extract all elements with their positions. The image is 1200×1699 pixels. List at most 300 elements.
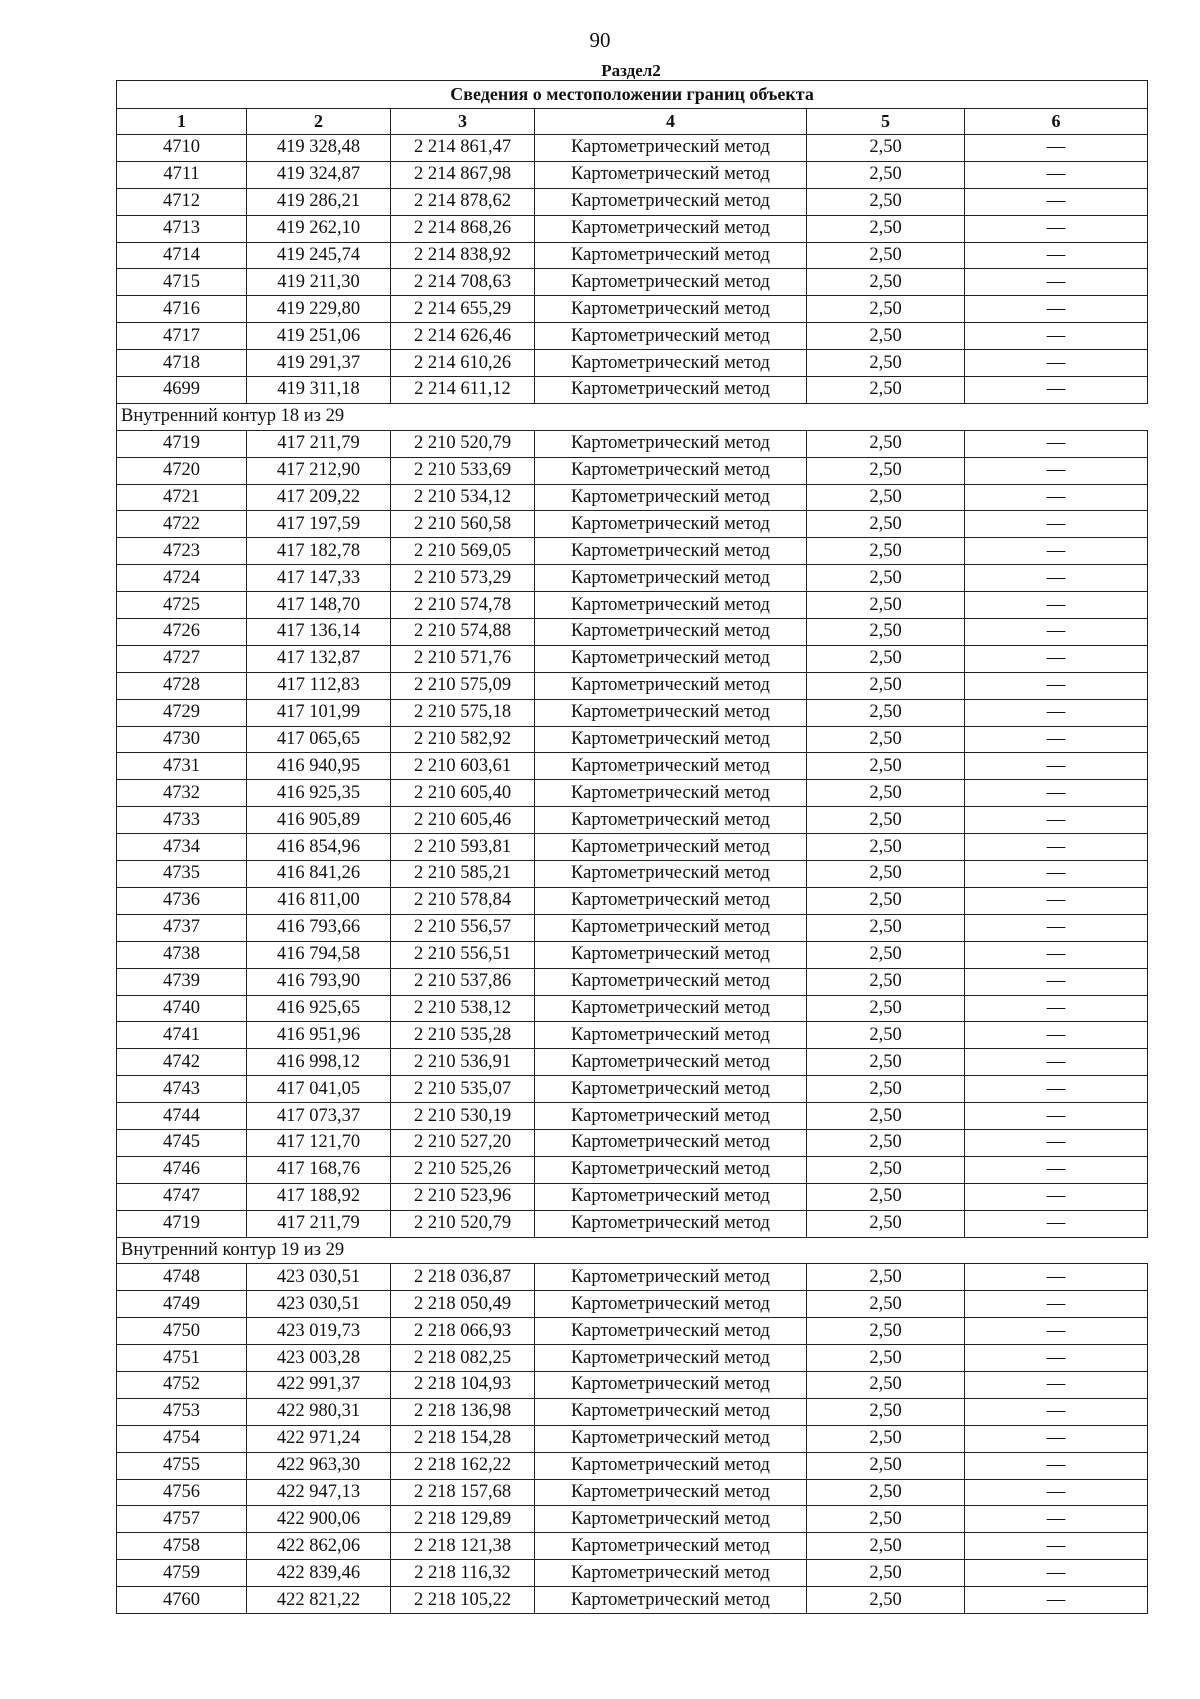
y-coordinate-cell: 2 218 162,22: [391, 1452, 535, 1479]
table-row: [117, 350, 1148, 377]
accuracy-cell: 2,50: [807, 1156, 965, 1183]
x-coordinate-cell: 417 101,99: [247, 699, 391, 726]
contour-heading-row: [117, 403, 1148, 430]
y-coordinate-cell: 2 218 154,28: [391, 1425, 535, 1452]
method-cell: Картометрический метод: [535, 1022, 807, 1049]
point-number-cell: 4719: [117, 1210, 247, 1237]
x-coordinate-cell: 417 182,78: [247, 538, 391, 565]
accuracy-cell: 2,50: [807, 242, 965, 269]
y-coordinate-cell: 2 210 585,21: [391, 861, 535, 888]
point-number-cell: 4713: [117, 215, 247, 242]
accuracy-cell: 2,50: [807, 323, 965, 350]
x-coordinate-cell: 419 324,87: [247, 161, 391, 188]
description-cell: —: [965, 1049, 1148, 1076]
table-row: [117, 377, 1148, 404]
accuracy-cell: 2,50: [807, 430, 965, 457]
point-number-cell: 4744: [117, 1103, 247, 1130]
table-row: [117, 699, 1148, 726]
accuracy-cell: 2,50: [807, 1022, 965, 1049]
table-row: [117, 430, 1148, 457]
point-number-cell: 4719: [117, 430, 247, 457]
x-coordinate-cell: 417 168,76: [247, 1156, 391, 1183]
x-coordinate-cell: 417 041,05: [247, 1076, 391, 1103]
accuracy-cell: 2,50: [807, 1129, 965, 1156]
description-cell: —: [965, 1506, 1148, 1533]
point-number-cell: 4759: [117, 1560, 247, 1587]
accuracy-cell: 2,50: [807, 1479, 965, 1506]
accuracy-cell: 2,50: [807, 834, 965, 861]
y-coordinate-cell: 2 210 536,91: [391, 1049, 535, 1076]
x-coordinate-cell: 422 862,06: [247, 1533, 391, 1560]
y-coordinate-cell: 2 218 036,87: [391, 1264, 535, 1291]
accuracy-cell: 2,50: [807, 135, 965, 162]
y-coordinate-cell: 2 218 129,89: [391, 1506, 535, 1533]
description-cell: —: [965, 188, 1148, 215]
point-number-cell: 4746: [117, 1156, 247, 1183]
method-cell: Картометрический метод: [535, 1264, 807, 1291]
description-cell: —: [965, 941, 1148, 968]
description-cell: —: [965, 215, 1148, 242]
y-coordinate-cell: 2 210 575,18: [391, 699, 535, 726]
x-coordinate-cell: 416 951,96: [247, 1022, 391, 1049]
point-number-cell: 4748: [117, 1264, 247, 1291]
table-row: [117, 1103, 1148, 1130]
y-coordinate-cell: 2 214 611,12: [391, 377, 535, 404]
accuracy-cell: 2,50: [807, 350, 965, 377]
table-row: [117, 1479, 1148, 1506]
y-coordinate-cell: 2 210 574,78: [391, 592, 535, 619]
table-row: [117, 1076, 1148, 1103]
accuracy-cell: 2,50: [807, 995, 965, 1022]
point-number-cell: 4727: [117, 645, 247, 672]
method-cell: Картометрический метод: [535, 780, 807, 807]
method-cell: Картометрический метод: [535, 914, 807, 941]
method-cell: Картометрический метод: [535, 242, 807, 269]
x-coordinate-cell: 419 245,74: [247, 242, 391, 269]
y-coordinate-cell: 2 214 868,26: [391, 215, 535, 242]
y-coordinate-cell: 2 210 582,92: [391, 726, 535, 753]
x-coordinate-cell: 419 311,18: [247, 377, 391, 404]
table-row: [117, 887, 1148, 914]
x-coordinate-cell: 422 821,22: [247, 1587, 391, 1614]
method-cell: Картометрический метод: [535, 188, 807, 215]
accuracy-cell: 2,50: [807, 1398, 965, 1425]
method-cell: Картометрический метод: [535, 672, 807, 699]
table-row: [117, 1291, 1148, 1318]
accuracy-cell: 2,50: [807, 161, 965, 188]
point-number-cell: 4738: [117, 941, 247, 968]
point-number-cell: 4755: [117, 1452, 247, 1479]
table-row: [117, 861, 1148, 888]
y-coordinate-cell: 2 214 867,98: [391, 161, 535, 188]
point-number-cell: 4729: [117, 699, 247, 726]
table-row: [117, 645, 1148, 672]
method-cell: Картометрический метод: [535, 215, 807, 242]
table-row: [117, 807, 1148, 834]
x-coordinate-cell: 417 132,87: [247, 645, 391, 672]
x-coordinate-cell: 417 073,37: [247, 1103, 391, 1130]
y-coordinate-cell: 2 210 537,86: [391, 968, 535, 995]
table-row: [117, 1371, 1148, 1398]
y-coordinate-cell: 2 214 861,47: [391, 135, 535, 162]
y-coordinate-cell: 2 214 655,29: [391, 296, 535, 323]
table-body: [117, 81, 1148, 1614]
method-cell: Картометрический метод: [535, 484, 807, 511]
method-cell: Картометрический метод: [535, 430, 807, 457]
method-cell: Картометрический метод: [535, 1318, 807, 1345]
x-coordinate-cell: 419 229,80: [247, 296, 391, 323]
description-cell: —: [965, 1103, 1148, 1130]
y-coordinate-cell: 2 214 838,92: [391, 242, 535, 269]
description-cell: —: [965, 834, 1148, 861]
table-row: [117, 538, 1148, 565]
description-cell: —: [965, 457, 1148, 484]
accuracy-cell: 2,50: [807, 1587, 965, 1614]
description-cell: —: [965, 161, 1148, 188]
x-coordinate-cell: 416 793,90: [247, 968, 391, 995]
y-coordinate-cell: 2 210 538,12: [391, 995, 535, 1022]
accuracy-cell: 2,50: [807, 484, 965, 511]
accuracy-cell: 2,50: [807, 538, 965, 565]
point-number-cell: 4726: [117, 619, 247, 646]
method-cell: Картометрический метод: [535, 619, 807, 646]
y-coordinate-cell: 2 214 708,63: [391, 269, 535, 296]
accuracy-cell: 2,50: [807, 188, 965, 215]
method-cell: Картометрический метод: [535, 1371, 807, 1398]
method-cell: Картометрический метод: [535, 135, 807, 162]
contour-heading-filler: [535, 1237, 1148, 1264]
method-cell: Картометрический метод: [535, 350, 807, 377]
y-coordinate-cell: 2 218 066,93: [391, 1318, 535, 1345]
y-coordinate-cell: 2 218 104,93: [391, 1371, 535, 1398]
x-coordinate-cell: 417 211,79: [247, 1210, 391, 1237]
x-coordinate-cell: 422 947,13: [247, 1479, 391, 1506]
contour-heading-row: [117, 1237, 1148, 1264]
point-number-cell: 4718: [117, 350, 247, 377]
y-coordinate-cell: 2 210 520,79: [391, 430, 535, 457]
description-cell: —: [965, 914, 1148, 941]
description-cell: —: [965, 592, 1148, 619]
table-row: [117, 323, 1148, 350]
y-coordinate-cell: 2 214 626,46: [391, 323, 535, 350]
description-cell: —: [965, 861, 1148, 888]
point-number-cell: 4728: [117, 672, 247, 699]
table-row: [117, 457, 1148, 484]
point-number-cell: 4734: [117, 834, 247, 861]
table-row: [117, 188, 1148, 215]
description-cell: —: [965, 1183, 1148, 1210]
x-coordinate-cell: 417 197,59: [247, 511, 391, 538]
point-number-cell: 4720: [117, 457, 247, 484]
description-cell: —: [965, 1425, 1148, 1452]
table-row: [117, 1345, 1148, 1372]
point-number-cell: 4732: [117, 780, 247, 807]
point-number-cell: 4722: [117, 511, 247, 538]
description-cell: —: [965, 1560, 1148, 1587]
y-coordinate-cell: 2 218 136,98: [391, 1398, 535, 1425]
description-cell: —: [965, 1398, 1148, 1425]
table-row: [117, 1156, 1148, 1183]
y-coordinate-cell: 2 218 105,22: [391, 1587, 535, 1614]
description-cell: —: [965, 1479, 1148, 1506]
x-coordinate-cell: 416 854,96: [247, 834, 391, 861]
description-cell: —: [965, 1076, 1148, 1103]
y-coordinate-cell: 2 214 610,26: [391, 350, 535, 377]
table-row: [117, 1398, 1148, 1425]
contour-heading: Внутренний контур 19 из 29: [117, 1237, 535, 1264]
y-coordinate-cell: 2 210 605,40: [391, 780, 535, 807]
accuracy-cell: 2,50: [807, 215, 965, 242]
accuracy-cell: 2,50: [807, 807, 965, 834]
method-cell: Картометрический метод: [535, 807, 807, 834]
x-coordinate-cell: 417 209,22: [247, 484, 391, 511]
y-coordinate-cell: 2 218 157,68: [391, 1479, 535, 1506]
method-cell: Картометрический метод: [535, 1560, 807, 1587]
accuracy-cell: 2,50: [807, 1345, 965, 1372]
table-row: [117, 672, 1148, 699]
table-row: [117, 753, 1148, 780]
point-number-cell: 4754: [117, 1425, 247, 1452]
y-coordinate-cell: 2 218 121,38: [391, 1533, 535, 1560]
point-number-cell: 4717: [117, 323, 247, 350]
description-cell: —: [965, 269, 1148, 296]
method-cell: Картометрический метод: [535, 457, 807, 484]
method-cell: Картометрический метод: [535, 323, 807, 350]
point-number-cell: 4750: [117, 1318, 247, 1345]
point-number-cell: 4745: [117, 1129, 247, 1156]
y-coordinate-cell: 2 210 578,84: [391, 887, 535, 914]
x-coordinate-cell: 416 905,89: [247, 807, 391, 834]
y-coordinate-cell: 2 210 533,69: [391, 457, 535, 484]
accuracy-cell: 2,50: [807, 726, 965, 753]
boundary-coordinates-table: [116, 80, 1148, 1614]
y-coordinate-cell: 2 210 527,20: [391, 1129, 535, 1156]
column-header: 3: [391, 109, 535, 135]
table-row: [117, 1425, 1148, 1452]
description-cell: —: [965, 1291, 1148, 1318]
x-coordinate-cell: 422 839,46: [247, 1560, 391, 1587]
table-row: [117, 269, 1148, 296]
description-cell: —: [965, 699, 1148, 726]
accuracy-cell: 2,50: [807, 1452, 965, 1479]
table-row: [117, 1318, 1148, 1345]
x-coordinate-cell: 419 262,10: [247, 215, 391, 242]
point-number-cell: 4711: [117, 161, 247, 188]
method-cell: Картометрический метод: [535, 296, 807, 323]
table-row: [117, 215, 1148, 242]
table-row: [117, 1049, 1148, 1076]
table-row: [117, 1022, 1148, 1049]
y-coordinate-cell: 2 210 573,29: [391, 565, 535, 592]
column-header: 2: [247, 109, 391, 135]
point-number-cell: 4747: [117, 1183, 247, 1210]
method-cell: Картометрический метод: [535, 1049, 807, 1076]
x-coordinate-cell: 416 925,65: [247, 995, 391, 1022]
x-coordinate-cell: 416 811,00: [247, 887, 391, 914]
y-coordinate-cell: 2 210 530,19: [391, 1103, 535, 1130]
accuracy-cell: 2,50: [807, 457, 965, 484]
table-row: [117, 161, 1148, 188]
description-cell: —: [965, 645, 1148, 672]
accuracy-cell: 2,50: [807, 1371, 965, 1398]
description-cell: —: [965, 511, 1148, 538]
method-cell: Картометрический метод: [535, 1103, 807, 1130]
accuracy-cell: 2,50: [807, 1264, 965, 1291]
table-row: [117, 484, 1148, 511]
method-cell: Картометрический метод: [535, 1425, 807, 1452]
accuracy-cell: 2,50: [807, 269, 965, 296]
x-coordinate-cell: 417 148,70: [247, 592, 391, 619]
x-coordinate-cell: 422 971,24: [247, 1425, 391, 1452]
point-number-cell: 4736: [117, 887, 247, 914]
description-cell: —: [965, 807, 1148, 834]
point-number-cell: 4699: [117, 377, 247, 404]
accuracy-cell: 2,50: [807, 377, 965, 404]
table-caption: Сведения о местоположении границ объекта: [117, 81, 1148, 109]
description-cell: —: [965, 538, 1148, 565]
description-cell: —: [965, 887, 1148, 914]
method-cell: Картометрический метод: [535, 861, 807, 888]
point-number-cell: 4760: [117, 1587, 247, 1614]
x-coordinate-cell: 416 793,66: [247, 914, 391, 941]
accuracy-cell: 2,50: [807, 1506, 965, 1533]
x-coordinate-cell: 423 030,51: [247, 1291, 391, 1318]
point-number-cell: 4714: [117, 242, 247, 269]
accuracy-cell: 2,50: [807, 1210, 965, 1237]
point-number-cell: 4758: [117, 1533, 247, 1560]
description-cell: —: [965, 726, 1148, 753]
column-header: 4: [535, 109, 807, 135]
y-coordinate-cell: 2 218 050,49: [391, 1291, 535, 1318]
description-cell: —: [965, 377, 1148, 404]
contour-heading-filler: [535, 403, 1148, 430]
table-row: [117, 296, 1148, 323]
point-number-cell: 4712: [117, 188, 247, 215]
point-number-cell: 4737: [117, 914, 247, 941]
point-number-cell: 4723: [117, 538, 247, 565]
description-cell: —: [965, 1022, 1148, 1049]
method-cell: Картометрический метод: [535, 1506, 807, 1533]
x-coordinate-cell: 417 188,92: [247, 1183, 391, 1210]
table-row: [117, 1264, 1148, 1291]
y-coordinate-cell: 2 210 556,57: [391, 914, 535, 941]
table-row: [117, 1129, 1148, 1156]
description-cell: —: [965, 296, 1148, 323]
table-row: [117, 941, 1148, 968]
x-coordinate-cell: 417 211,79: [247, 430, 391, 457]
method-cell: Картометрический метод: [535, 995, 807, 1022]
x-coordinate-cell: 417 065,65: [247, 726, 391, 753]
x-coordinate-cell: 417 136,14: [247, 619, 391, 646]
method-cell: Картометрический метод: [535, 538, 807, 565]
description-cell: —: [965, 1156, 1148, 1183]
description-cell: —: [965, 1587, 1148, 1614]
table-row: [117, 565, 1148, 592]
accuracy-cell: 2,50: [807, 511, 965, 538]
page-number: 90: [589, 28, 611, 52]
point-number-cell: 4730: [117, 726, 247, 753]
point-number-cell: 4740: [117, 995, 247, 1022]
accuracy-cell: 2,50: [807, 887, 965, 914]
description-cell: —: [965, 1345, 1148, 1372]
point-number-cell: 4751: [117, 1345, 247, 1372]
y-coordinate-cell: 2 218 116,32: [391, 1560, 535, 1587]
y-coordinate-cell: 2 218 082,25: [391, 1345, 535, 1372]
method-cell: Картометрический метод: [535, 377, 807, 404]
x-coordinate-cell: 422 991,37: [247, 1371, 391, 1398]
table-row: [117, 834, 1148, 861]
accuracy-cell: 2,50: [807, 1533, 965, 1560]
table-row: [117, 592, 1148, 619]
x-coordinate-cell: 422 980,31: [247, 1398, 391, 1425]
accuracy-cell: 2,50: [807, 780, 965, 807]
x-coordinate-cell: 416 794,58: [247, 941, 391, 968]
y-coordinate-cell: 2 210 593,81: [391, 834, 535, 861]
description-cell: —: [965, 672, 1148, 699]
point-number-cell: 4710: [117, 135, 247, 162]
accuracy-cell: 2,50: [807, 1560, 965, 1587]
table-row: [117, 135, 1148, 162]
y-coordinate-cell: 2 210 520,79: [391, 1210, 535, 1237]
description-cell: —: [965, 565, 1148, 592]
point-number-cell: 4739: [117, 968, 247, 995]
description-cell: —: [965, 430, 1148, 457]
description-cell: —: [965, 484, 1148, 511]
method-cell: Картометрический метод: [535, 1076, 807, 1103]
y-coordinate-cell: 2 210 523,96: [391, 1183, 535, 1210]
accuracy-cell: 2,50: [807, 753, 965, 780]
description-cell: —: [965, 780, 1148, 807]
method-cell: Картометрический метод: [535, 941, 807, 968]
description-cell: —: [965, 1129, 1148, 1156]
point-number-cell: 4741: [117, 1022, 247, 1049]
section-title: Раздел2: [601, 61, 661, 80]
point-number-cell: 4715: [117, 269, 247, 296]
table-row: [117, 914, 1148, 941]
y-coordinate-cell: 2 210 535,28: [391, 1022, 535, 1049]
accuracy-cell: 2,50: [807, 699, 965, 726]
method-cell: Картометрический метод: [535, 699, 807, 726]
column-header: 1: [117, 109, 247, 135]
y-coordinate-cell: 2 210 575,09: [391, 672, 535, 699]
method-cell: Картометрический метод: [535, 161, 807, 188]
method-cell: Картометрический метод: [535, 511, 807, 538]
description-cell: —: [965, 619, 1148, 646]
y-coordinate-cell: 2 210 556,51: [391, 941, 535, 968]
point-number-cell: 4756: [117, 1479, 247, 1506]
point-number-cell: 4735: [117, 861, 247, 888]
description-cell: —: [965, 1318, 1148, 1345]
description-cell: —: [965, 1210, 1148, 1237]
point-number-cell: 4757: [117, 1506, 247, 1533]
table-caption-row: [117, 81, 1148, 109]
x-coordinate-cell: 417 147,33: [247, 565, 391, 592]
method-cell: Картометрический метод: [535, 1129, 807, 1156]
y-coordinate-cell: 2 210 574,88: [391, 619, 535, 646]
x-coordinate-cell: 416 841,26: [247, 861, 391, 888]
accuracy-cell: 2,50: [807, 565, 965, 592]
y-coordinate-cell: 2 210 525,26: [391, 1156, 535, 1183]
x-coordinate-cell: 416 925,35: [247, 780, 391, 807]
accuracy-cell: 2,50: [807, 1049, 965, 1076]
method-cell: Картометрический метод: [535, 834, 807, 861]
y-coordinate-cell: 2 210 535,07: [391, 1076, 535, 1103]
method-cell: Картометрический метод: [535, 1587, 807, 1614]
column-header: 5: [807, 109, 965, 135]
method-cell: Картометрический метод: [535, 726, 807, 753]
table-row: [117, 726, 1148, 753]
x-coordinate-cell: 422 900,06: [247, 1506, 391, 1533]
